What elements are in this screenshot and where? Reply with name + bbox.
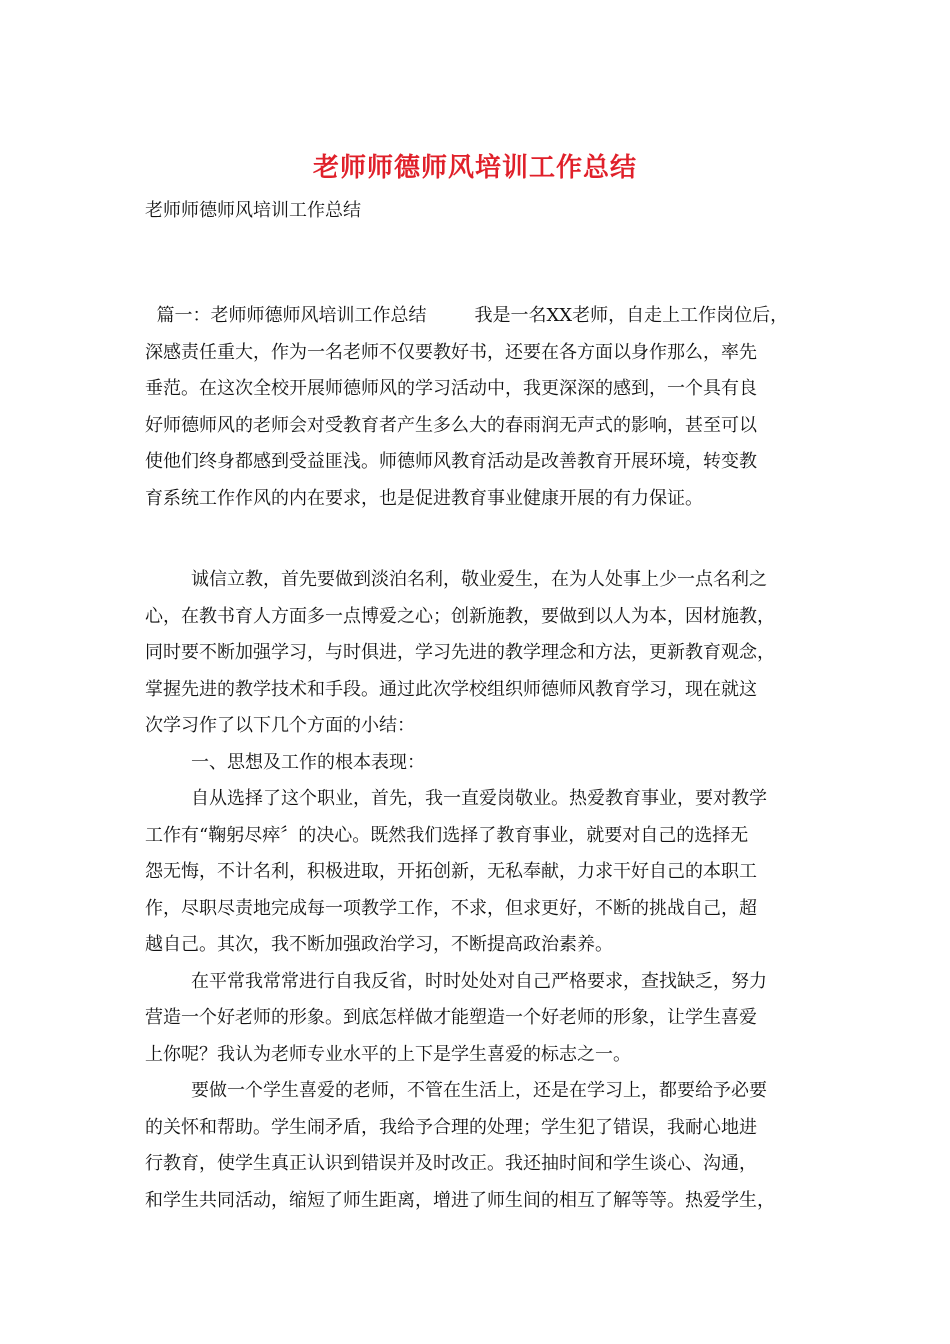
paragraph-line: 和学生共同活动，缩短了师生距离，增进了师生间的相互了解等等。热爱学生， xyxy=(145,1189,775,1211)
paragraph-4 xyxy=(145,964,813,1074)
section-heading: 篇一：老师师德师风培训工作总结 xyxy=(156,305,427,326)
paragraph-line: 怨无悔，不计名利，积极进取，开拓创新，无私奉献，力求干好自己的本职工 xyxy=(145,861,757,882)
paragraph-line: 诚信立教，首先要做到淡泊名利，敬业爱生，在为人处事上少一点名利之 xyxy=(191,569,767,590)
paragraph-line: 使他们终身都感到受益匪浅。师德师风教育活动是改善教育开展环境，转变教 xyxy=(145,451,757,472)
paragraph-line: 工作有“鞠躬尽瘁〞的决心。既然我们选择了教育事业，就要对自己的选择无 xyxy=(145,824,749,846)
paragraph-5 xyxy=(145,1073,813,1219)
section-heading: 一、思想及工作的根本表现： xyxy=(191,751,425,773)
paragraph-line: 垂范。在这次全校开展师德师风的学习活动中，我更深深的感到，一个具有良 xyxy=(145,378,757,399)
paragraph-line: 越自己。其次，我不断加强政治学习，不断提高政治素养。 xyxy=(145,934,613,955)
paragraph-line: 好师德师风的老师会对受教育者产生多么大的春雨润无声式的影响，甚至可以 xyxy=(145,414,757,436)
paragraph-line: 的关怀和帮助。学生闹矛盾，我给予合理的处理；学生犯了错误，我耐心地进 xyxy=(145,1116,757,1138)
document-body xyxy=(145,298,813,1219)
paragraph-line: 篇一：老师师德师风培训工作总结 我是一名XX老师，自走上工作岗位后， xyxy=(156,305,789,326)
paragraph-line: 深感责任重大，作为一名老师不仅要教好书，还要在各方面以身作那么，率先 xyxy=(145,341,757,363)
paragraph-line: 次学习作了以下几个方面的小结： xyxy=(145,715,415,736)
paragraph-line: 要做一个学生喜爱的老师，不管在生活上，还是在学习上，都要给予必要 xyxy=(191,1080,767,1101)
paragraph-line: 掌握先进的教学技术和手段。通过此次学校组织师德师风教育学习，现在就这 xyxy=(145,678,757,700)
paragraph-line: 自从选择了这个职业，首先，我一直爱岗敬业。热爱教育事业，要对教学 xyxy=(191,788,767,809)
paragraph-line: 行教育，使学生真正认识到错误并及时改正。我还抽时间和学生谈心、沟通， xyxy=(145,1153,757,1174)
paragraph-line: 心，在教书育人方面多一点博爱之心；创新施教，要做到以人为本，因材施教， xyxy=(145,605,775,627)
document-title: 老师师德师风培训工作总结 xyxy=(312,153,637,183)
paragraph-line: 上你呢？我认为老师专业水平的上下是学生喜爱的标志之一。 xyxy=(145,1043,631,1065)
paragraph-3 xyxy=(145,781,813,964)
paragraph-line: 作，尽职尽责地完成每一项教学工作，不求，但求更好，不断的挑战自己，超 xyxy=(145,897,757,919)
paragraph-2 xyxy=(145,562,813,745)
paragraph-spacer xyxy=(145,517,813,562)
paragraph-line: 育系统工作作风的内在要求，也是促进教育事业健康开展的有力保证。 xyxy=(145,487,703,509)
document-subtitle: 老师师德师风培训工作总结 xyxy=(145,200,361,221)
paragraph-line: 在平常我常常进行自我反省，时时处处对自己严格要求，查找缺乏，努力 xyxy=(191,970,767,992)
paragraph-line: 同时要不断加强学习，与时俱进，学习先进的教学理念和方法，更新教育观念， xyxy=(145,642,775,663)
paragraph-line: 营造一个好老师的形象。到底怎样做才能塑造一个好老师的形象，让学生喜爱 xyxy=(145,1007,757,1028)
paragraph-1 xyxy=(145,298,813,517)
